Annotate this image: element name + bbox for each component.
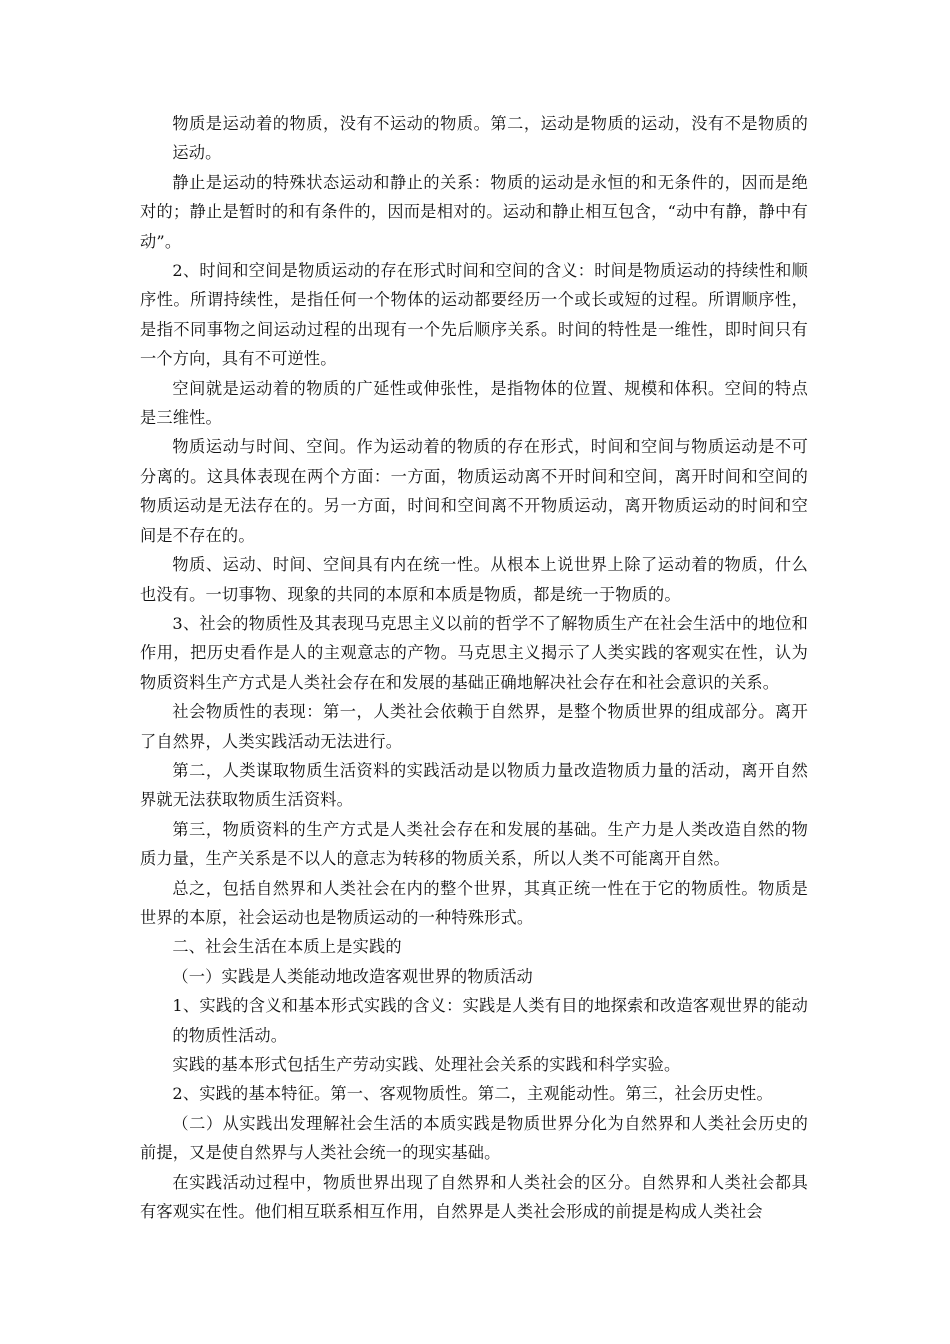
subsection-heading-1: （一）实践是人类能动地改造客观世界的物质活动 — [172, 966, 533, 986]
paragraph-5: 物质运动与时间、空间。作为运动着的物质的存在形式，时间和空间与物质运动是不可分离的。这具体表现在两个方面：一方面，物质运动离不开时间和空间，离开时间和空间的物质运动是无法存在的。另一方面，时间和空间离不开物质运动，离开物质运动的时间和空间是不存在的。 — [140, 437, 808, 545]
paragraph-7: 3、社会的物质性及其表现马克思主义以前的哲学不了解物质生产在社会生活中的地位和作用，把历史看作是人的主观意志的产物。马克思主义揭示了人类实践的客观实在性，认为物质资料生产方式是人类社会存在和发展的基础正确地解决社会存在和社会意识的关系。 — [140, 613, 808, 692]
paragraph-15: 实践的基本形式包括生产劳动实践、处理社会关系的实践和科学实验。 — [172, 1055, 681, 1074]
paragraph-14: 1、实践的含义和基本形式实践的含义：实践是人类有目的地探索和改造客观世界的能动的物质性活动。 — [172, 996, 808, 1045]
paragraph-17: （二）从实践出发理解社会生活的本质实践是物质世界分化为自然界和人类社会历史的前提，又是使自然界与人类社会统一的现实基础。 — [140, 1113, 808, 1163]
paragraph-2: 静止是运动的特殊状态运动和静止的关系：物质的运动是永恒的和无条件的，因而是绝对的；静止是暂时的和有条件的，因而是相对的。运动和静止相互包含，“动中有静，静中有动”。 — [140, 172, 808, 251]
paragraph-6: 物质、运动、时间、空间具有内在统一性。从根本上说世界上除了运动着的物质，什么也没有。一切事物、现象的共同的本原和本质是物质，都是统一于物质的。 — [140, 555, 808, 604]
paragraph-8: 社会物质性的表现：第一，人类社会依赖于自然界，是整个物质世界的组成部分。离开了自然界，人类实践活动无法进行。 — [140, 702, 808, 751]
paragraph-11: 总之，包括自然界和人类社会在内的整个世界，其真正统一性在于它的物质性。物质是世界的本原，社会运动也是物质运动的一种特殊形式。 — [140, 878, 808, 927]
paragraph-18: 在实践活动过程中，物质世界出现了自然界和人类社会的区分。自然界和人类社会都具有客观实在性。他们相互联系相互作用，自然界是人类社会形成的前提是构成人类社会 — [140, 1172, 808, 1222]
paragraph-4: 空间就是运动着的物质的广延性或伸张性，是指物体的位置、规模和体积。空间的特点是三维性。 — [140, 378, 808, 428]
section-heading-2: 二、社会生活在本质上是实践的 — [172, 937, 402, 957]
paragraph-16: 2、实践的基本特征。第一、客观物质性。第二，主观能动性。第三，社会历史性。 — [172, 1084, 773, 1104]
paragraph-3: 2、时间和空间是物质运动的存在形式时间和空间的含义：时间是物质运动的持续性和顺序性。所谓持续性，是指任何一个物体的运动都要经历一个或长或短的过程。所谓顺序性，是指不同事物之间运动过程的出现有一个先后顺序关系。时间的特性是一维性，即时间只有一个方向，具有不可逆性。 — [140, 261, 808, 369]
document-text-body — [140, 109, 808, 1226]
paragraph-1: 物质是运动着的物质，没有不运动的物质。第二，运动是物质的运动，没有不是物质的运动。 — [172, 114, 808, 163]
paragraph-10: 第三，物质资料的生产方式是人类社会存在和发展的基础。生产力是人类改造自然的物质力量，生产关系是不以人的意志为转移的物质关系，所以人类不可能离开自然。 — [140, 819, 808, 869]
paragraph-9: 第二，人类谋取物质生活资料的实践活动是以物质力量改造物质力量的活动，离开自然界就无法获取物质生活资料。 — [140, 760, 808, 810]
